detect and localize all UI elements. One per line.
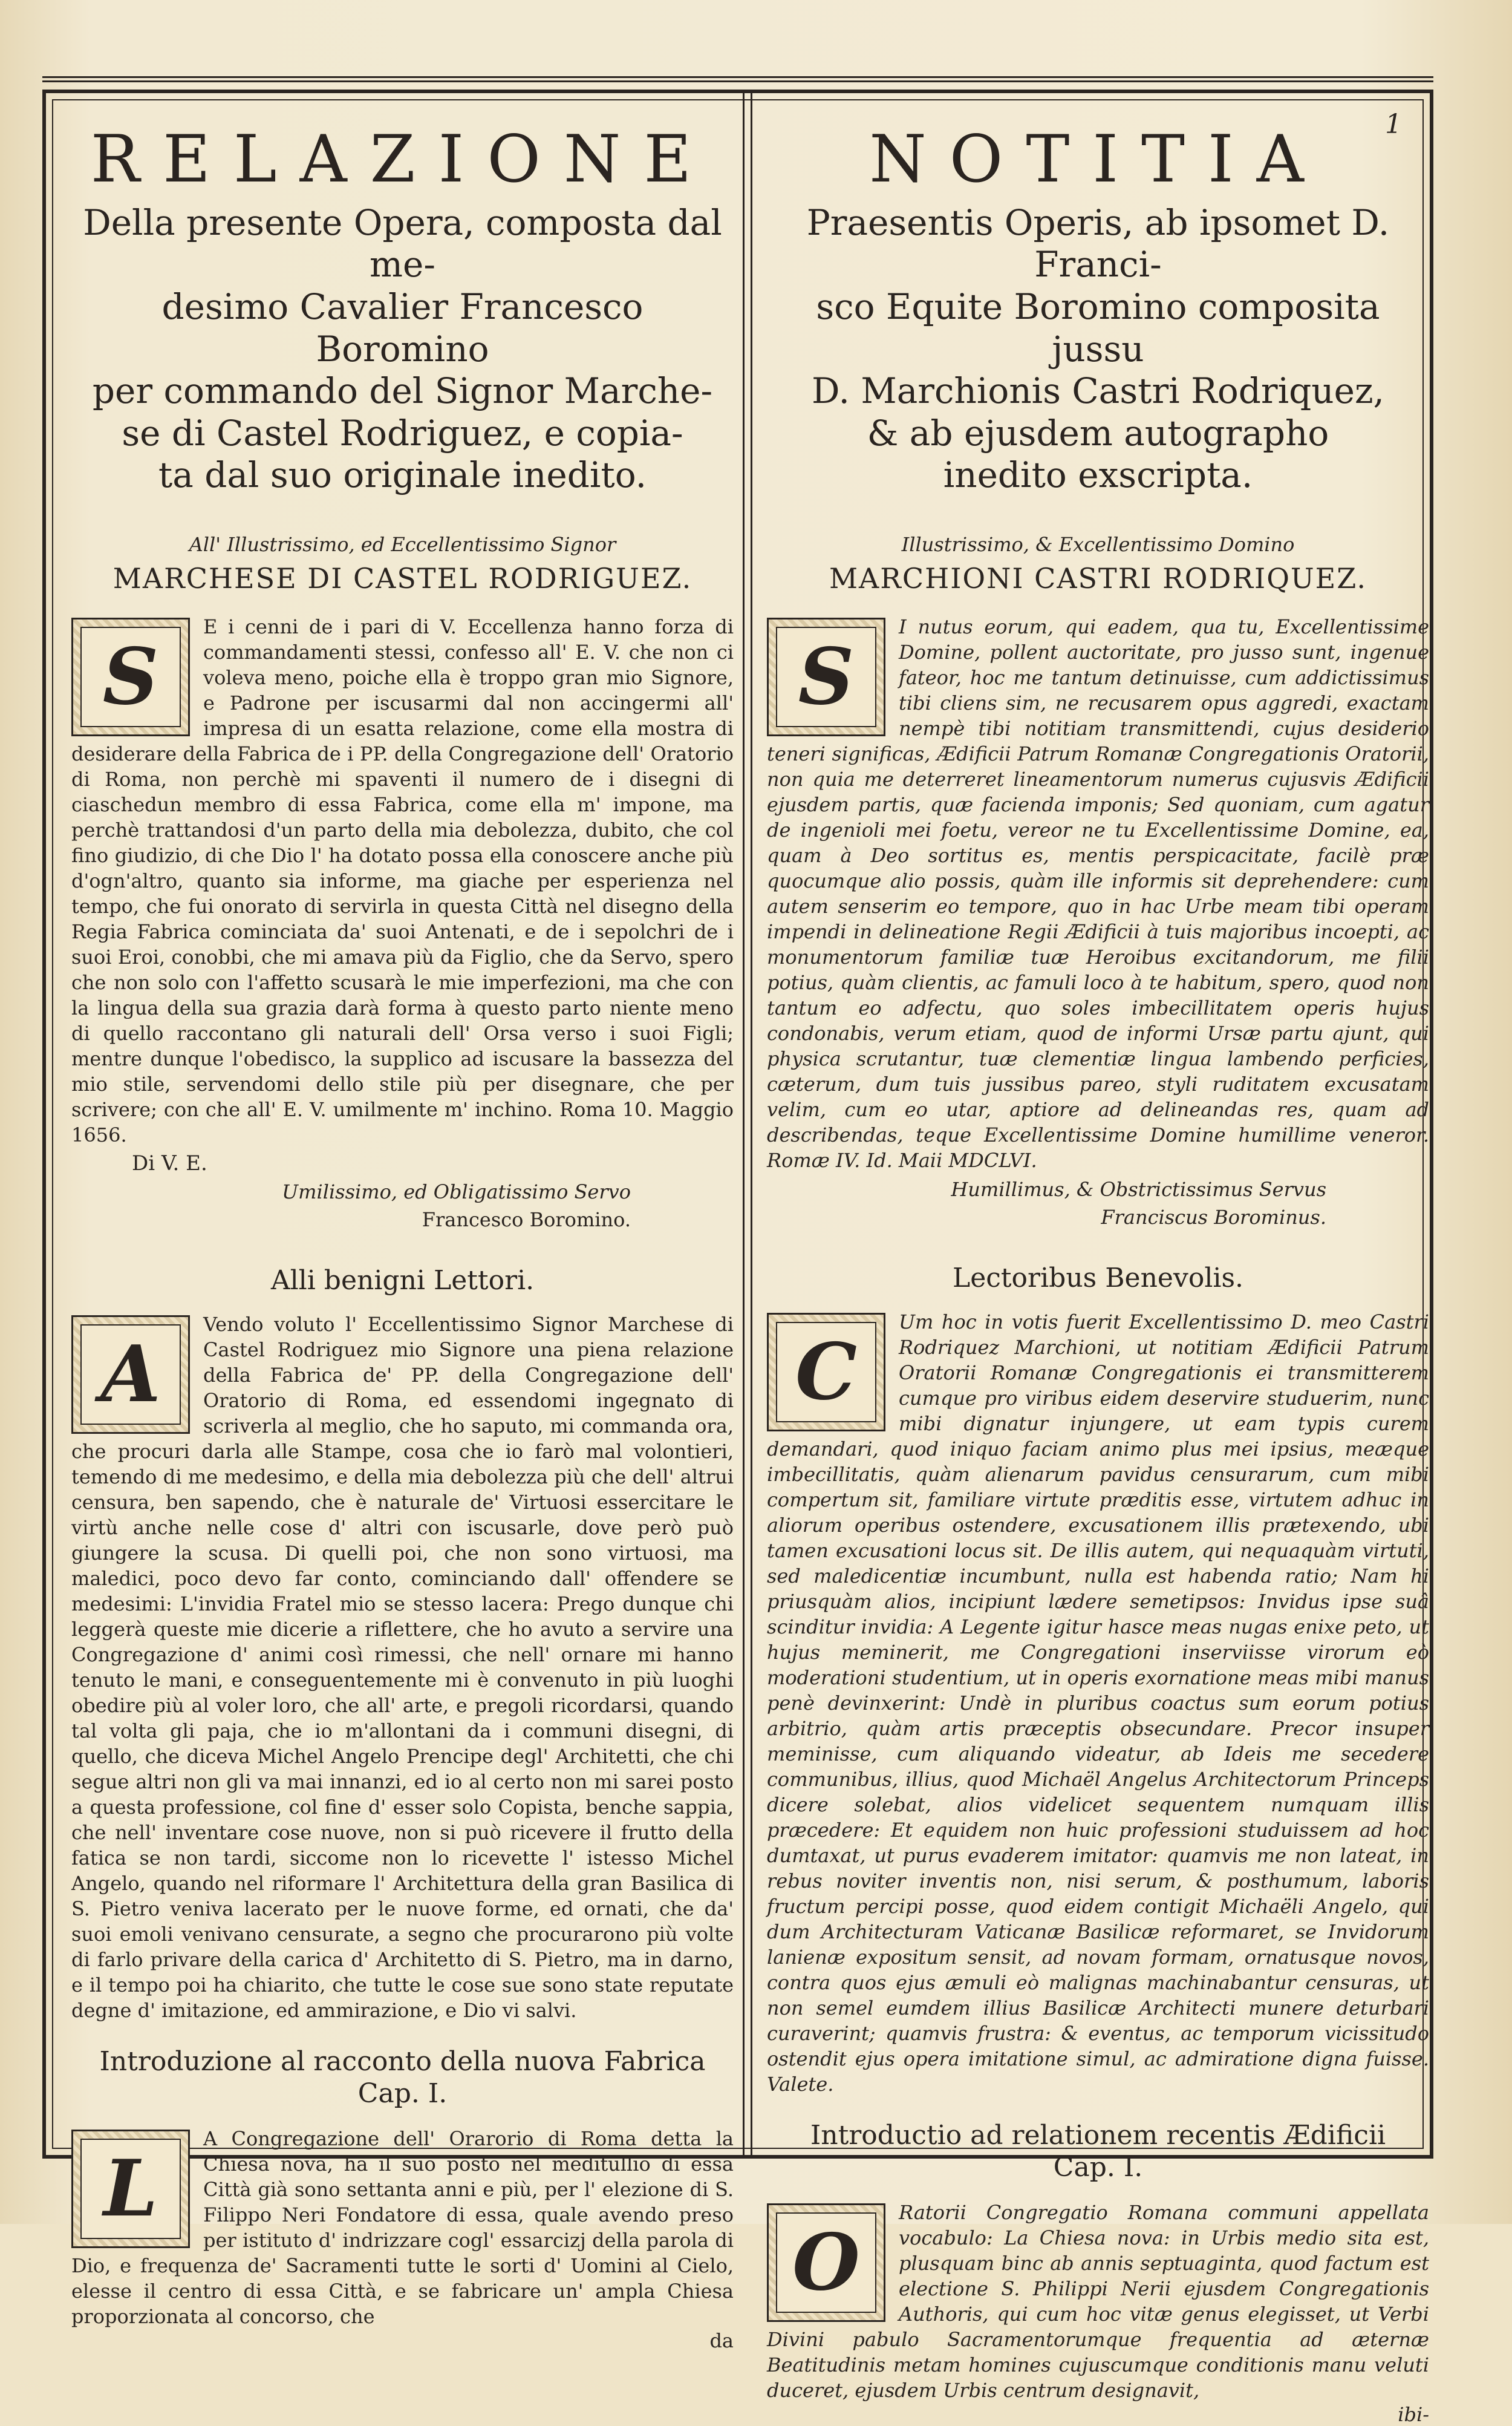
italian-dedication-text: E i cenni de i pari di V. Eccellenza hanno forza di commandamenti stessi, confesso all' E. V. che non ci voleva meno, poiche ella è troppo gran mio Signore, e Padrone per iscusarmi dal non accingermi all' impresa di un esatta relazione, come ella mostra di desiderare della Fabrica de i PP. della Congregazione dell' Oratorio di Roma, non perchè mi spaventi il numero de i disegni di ciaschedun membro di essa Fabrica, come ella m' impone, ma perchè trattandosi d'un parto della mia debolezza, dubito, che col fino giudizio, di che Dio l' ha dotato possa ella conoscere anche più d'ogn'altro, quanto sia informe, ma giache per esperienza nel tempo, che fui onorato di servirla in questa Città nel disegno della Regia Fabrica cominciata da' suoi Antenati, e de i sepolchri de i suoi Eroi, conobbi, che mi amava più da Figlio, che da Servo, spero che non solo con l'affetto scusarà le mie imperfezioni, ma che con la lingua della sua grazia darà forma à questo parto niente meno di quello raccontano gli naturali dell' Orsa verso i suoi Figli; mentre dunque l'obedisco, la supplico ad iscusare la bassezza del mio stile, servendomi dello stile più per disegnare, che per scrivere; con che all' E. V. umilmente m' inchino. Roma 10. Maggio 1656.	[71, 615, 734, 1146]
dropcap-letter: C	[776, 1322, 876, 1422]
ornamental-dropcap	[767, 2203, 885, 2322]
italian-dedication-line: All' Illustrissimo, ed Eccellentissimo Signor	[189, 532, 616, 556]
latin-title-line: sco Equite Boromino composita jussu	[816, 286, 1380, 370]
ornamental-dropcap	[71, 1315, 190, 1434]
italian-salute: Di V. E.	[132, 1151, 207, 1175]
italian-chapter-text: A Congregazione dell' Orarorio di Roma detta la Chiesa nova, ha il suo posto nel meditullio di essa Città già sono settanta anni e più, per l' elezione di S. Filippo Neri Fondatore di essa, quale avendo preso per istituto d' indrizzare cogl' essarcizj della parola di Dio, e frequenza de' Sacramenti tutte le sorti d' Uomini al Cielo, elesse il centro di essa Città, e se fabricare un' ampla Chiesa proporzionata al concorso, che	[71, 2127, 734, 2328]
dropcap-letter: S	[80, 627, 181, 727]
dropcap-letter: S	[776, 627, 876, 727]
latin-chapter-text: Ratorii Congregatio Romana communi appellata vocabulo: La Chiesa nova: in Urbis medio sita est, plusquam binc ab annis septuaginta, quod factum est electione S. Philippi Nerii ejusdem Congregationis Authoris, qui cum hoc vitæ genus elegisset, ut Verbi Divini pabulo Sacramentorumque frequentia ad æternæ Beatitudinis metam homines cujuscumque conditionis manu veluti duceret, ejusdem Urbis centrum designavit,	[767, 2200, 1429, 2402]
ornamental-dropcap	[767, 618, 885, 736]
latin-dedicatee: MARCHIONI CASTRI RODRIQUEZ.	[829, 561, 1367, 595]
italian-readers-letter	[71, 1312, 734, 2023]
latin-signature-name: Franciscus Borominus.	[1101, 1205, 1326, 1229]
italian-dedication-letter	[71, 614, 734, 1148]
latin-title-line: Praesentis Operis, ab ipsomet D. Franci-	[806, 201, 1390, 286]
italian-dedicatee: MARCHESE DI CASTEL RODRIGUEZ.	[112, 561, 692, 595]
latin-signature-title: Humillimus, & Obstrictissimus Servus	[951, 1177, 1326, 1201]
italian-big-title: RELAZIONE	[90, 122, 715, 197]
italian-chapter-number: Cap. I.	[357, 2078, 448, 2109]
dropcap-letter: A	[80, 1324, 181, 1425]
top-double-rule	[42, 76, 1433, 82]
latin-readers-letter	[767, 1309, 1429, 2097]
italian-title-line: desimo Cavalier Francesco Boromino	[161, 286, 644, 370]
ornamental-dropcap	[71, 2130, 190, 2248]
column-divider-rule	[743, 90, 752, 2159]
latin-dedication-line: Illustrissimo, & Excellentissimo Domino	[901, 532, 1295, 556]
italian-signature-title: Umilissimo, ed Obligatissimo Servo	[282, 1180, 631, 1203]
latin-title-line: & ab ejusdem autographo	[867, 412, 1329, 454]
latin-readers-text: Um hoc in votis fuerit Excellentissimo D. meo Castri Rodriquez Marchioni, ut notitiam Ædificii Patrum Oratorii Romanæ Congregationis ei transmitterem cumque pro viribus eidem deservire studuerim, nunc mibi dignatur injungere, ut eam typis curem demandari, quod iniquo faciam animo plus mei ipsius, meæque imbecillitatis, quàm alienarum pavidus censurarum, cum mibi compertum sit, familiare virtute præditis esse, virtutem adhuc in aliorum operibus ostendere, excusationem illis prætexendo, ubi tamen excusationi locus sit. De illis autem, qui nequaquàm virtuti, sed maledicentiæ incumbunt, nulla est habenda ratio; Nam hi priusquàm alios, incipiunt lædere semetipsos: Invidus ipse suâ scinditur invidia: A Legente igitur hasce meas nugas enixe peto, ut hujus meminerit, me Congregationi inserviisse virorum eò moderationi studentium, ut in operis exornatione meas mibi manus penè devinxerint: Undè in pluribus coactus sum eorum potius arbitrio, quàm artis præceptis obsecundare. Precor insuper meminisse, cum aliquando videatur, ab Ideis me secedere communibus, illius, quod Michaël Angelus Architectorum Princeps dicere solebat, alios videlicet sequentem numquam illis præcedere: Et equidem non huic professioni studuissem ad hoc dumtaxat, ut purus evaderem imitator: quamvis me non lateat, in rebus noviter inventis non, nisi serum, & posthumum, laboris fructum percipi posse, quod eidem contigit Michaëli Angelo, qui dum Architecturam Vaticanæ Basilicæ reformaret, se Invidorum lanienæ expositum sensit, ad novam formam, ornatusque novos, contra quos ejus æmuli eò malignas machinabantur censuras, ut non semel eumdem illius Basilicæ Architecti munere deturbari curaverint; quamvis frustra: & eventus, ac temporum vicissitudo ostendit ejus opera imitatione simul, ac admiratione digna fuisse. Valete.	[767, 1310, 1429, 2096]
latin-catch-word: ibi-	[1398, 2402, 1429, 2426]
latin-chapter-heading: Introductio ad relationem recentis Ædificii	[810, 2119, 1386, 2151]
italian-title-line: ta dal suo originale inedito.	[158, 454, 647, 496]
latin-title-line: D. Marchionis Castri Rodriquez,	[812, 370, 1384, 412]
italian-chapter-text-block	[71, 2126, 734, 2329]
dropcap-letter: L	[80, 2139, 181, 2239]
italian-readers-text: Vendo voluto l' Eccellentissimo Signor Marchese di Castel Rodriguez mio Signore una piena relazione della Fabrica de' PP. della Congregazione dell' Oratorio di Roma, ed essendomi ingegnato di scriverla al meglio, che ho saputo, mi commanda ora, che procuri darla alle Stampe, cosa che io farò mal volontieri, temendo di me medesimo, e della mia debolezza più che dell' altrui censura, ben sapendo, che è naturale de' Virtuosi essercitare le virtù anche nelle cose d' altri con iscusarle, dove però può giungere la scusa. Di quelli poi, che non sono virtuosi, ma maledici, poco devo far conto, cominciando dall' offendere se medesimi: L'invidia Fratel mio se stesso lacera: Prego dunque chi leggerà queste mie dicerie a riflettere, che ho avuto a servire una Congregazione d' animi così rimessi, che nell' ornare mi hanno tenuto le mani, e conseguentemente mi è convenuto in più luoghi obedire più al voler loro, che all' arte, e pregoli ricordarsi, quando tal volta gli paja, che io m'allontani da i communi disegni, di quello, che diceva Michel Angelo Prencipe degl' Architetti, che chi segue altri non gli va mai innanzi, ed io al certo non mi sarei posto a questa professione, col fine d' esser solo Copista, benche sappia, che nell' inventare cose nuove, non si può ricevere il frutto della fatica se non tardi, siccome non lo ricevette l' istesso Michel Angelo, quando nel riformare l' Architettura della gran Basilica di S. Pietro veniva lacerato per le nuove forme, ed ornati, che da' suoi emoli venivano censurate, a segno che procurarono più volte di farlo privare della carica d' Architetto di S. Pietro, ma in darno, e il tempo poi ha chiarito, che tutte le cose sue sono state reputate degne d' imitazione, ed ammirazione, e Dio vi salvi.	[71, 1312, 734, 2022]
ornamental-dropcap	[767, 1313, 885, 1431]
dropcap-letter: O	[776, 2212, 876, 2313]
italian-chapter-heading: Introduzione al racconto della nuova Fabrica	[99, 2045, 706, 2077]
latin-title-line: inedito exscripta.	[943, 454, 1253, 496]
latin-chapter-text-block	[767, 2200, 1429, 2403]
italian-title-line: per commando del Signor Marche-	[92, 370, 713, 412]
latin-chapter-number: Cap. I.	[1053, 2151, 1143, 2183]
latin-dedication-letter	[767, 614, 1429, 1173]
latin-column	[767, 112, 1429, 2426]
latin-dedication-text: I nutus eorum, qui eadem, qua tu, Excellentissime Domine, pollent auctoritate, pro jusso sunt, ingenue fateor, hoc me tantum detinuisse, cum addictissimus tibi cliens sim, ne recusarem opus aggredi, exactam nempè tibi notitiam transmittendi, cujus desiderio teneri significas, Ædificii Patrum Romanæ Congregationis Oratorii, non quia me deterreret lineamentorum numerus cujusvis Ædificii ejusdem partis, quæ facienda imponis; Sed quoniam, cum agatur de ingenioli mei foetu, vereor ne tu Excellentissime Domine, ea, quam à Deo sortitus es, mentis perspicacitate, facilè præ quocumque alio possis, quàm ille informis sit deprehendere: cum autem senserim eo tempore, quo in hac Urbe meam tibi operam impendi in delineatione Regii Ædificii à tuis majoribus incoepti, ac monumentorum familiæ tuæ Heroibus excitandorum, me filii potius, quàm clientis, ac famuli loco à te habitum, spero, quod non tantum eo adfectu, quo soles imbecillitatem operis hujus condonabis, verum etiam, quod de informi Ursæ partu ajunt, qui physica scrutantur, tuæ clementiæ lingua lambendo perficies, cæterum, dum tuis jussibus pareo, styli ruditatem excusatam velim, cum eo utar, aptiore ad delineandas res, quam ad describendas, teque Excellentissime Domine humillime veneror. Romæ IV. Id. Maii MDCLVI.	[767, 615, 1429, 1172]
latin-big-title: NOTITIA	[869, 122, 1327, 197]
italian-title-line: se di Castel Rodriguez, e copia-	[122, 412, 683, 454]
italian-title-line: Della presente Opera, composta dal me-	[83, 201, 722, 286]
latin-readers-heading: Lectoribus Benevolis.	[952, 1262, 1244, 1293]
italian-column	[71, 112, 734, 2352]
italian-readers-heading: Alli benigni Lettori.	[270, 1264, 535, 1296]
page-number: 1	[1385, 109, 1402, 140]
ornamental-dropcap	[71, 618, 190, 736]
italian-catch-word: da	[709, 2329, 734, 2352]
italian-signature-name: Francesco Boromino.	[422, 1208, 631, 1231]
